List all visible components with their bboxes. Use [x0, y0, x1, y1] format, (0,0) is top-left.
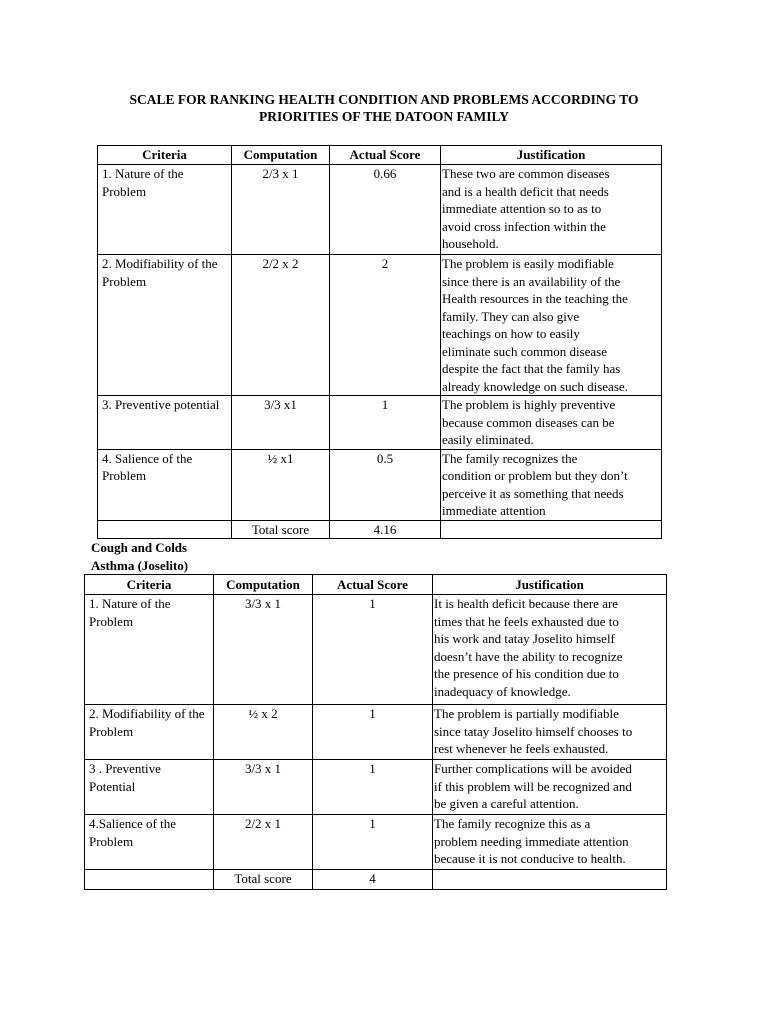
actual-score-cell: 1: [313, 595, 433, 705]
computation-cell: 3/3 x 1: [214, 595, 313, 705]
justification-cell: These two are common diseases and is a health deficit that needs immediate attention so to as to avoid cross infection within the household.: [441, 165, 662, 255]
criteria-cell: 4. Salience of the Problem: [98, 449, 232, 520]
actual-score-cell: 0.66: [330, 165, 441, 255]
actual-score-cell: 1: [313, 815, 433, 870]
header-computation: Computation: [214, 575, 313, 595]
total-row: [98, 520, 662, 539]
table-row: [85, 760, 667, 815]
header-actual-score: Actual Score: [330, 146, 441, 165]
table-header-row: [85, 575, 667, 595]
table-row: [98, 449, 662, 520]
empty-cell: [98, 520, 232, 539]
header-justification: Justification: [441, 146, 662, 165]
criteria-cell: 3. Preventive potential: [98, 396, 232, 450]
header-criteria: Criteria: [98, 146, 232, 165]
computation-cell: 2/2 x 1: [214, 815, 313, 870]
table-header-row: [98, 146, 662, 165]
total-label: Total score: [214, 870, 313, 890]
justification-cell: The problem is partially modifiable since tatay Joselito himself chooses to rest whenever he feels exhausted.: [433, 705, 667, 760]
criteria-cell: 4.Salience of the Problem: [85, 815, 214, 870]
subtitle-line-2: Asthma (Joselito): [91, 557, 189, 573]
criteria-cell: 2. Modifiability of the Problem: [98, 255, 232, 396]
section-subtitle: [91, 539, 188, 574]
empty-cell: [441, 520, 662, 539]
criteria-cell: 1. Nature of the Problem: [98, 165, 232, 255]
computation-cell: 3/3 x 1: [214, 760, 313, 815]
actual-score-cell: 1: [330, 396, 441, 450]
header-justification: Justification: [433, 575, 667, 595]
empty-cell: [433, 870, 667, 890]
justification-cell: The problem is easily modifiable since there is an availability of the Health resources in the teaching the family. They can also give teachings on how to easily eliminate such common disease despite the fact that the family has already knowledge on such disease.: [441, 255, 662, 396]
actual-score-cell: 0.5: [330, 449, 441, 520]
criteria-cell: 2. Modifiability of the Problem: [85, 705, 214, 760]
computation-cell: ½ x 2: [214, 705, 313, 760]
title-line-1: SCALE FOR RANKING HEALTH CONDITION AND PROBLEMS ACCORDING TO: [129, 92, 639, 107]
table-row: [98, 396, 662, 450]
actual-score-cell: 2: [330, 255, 441, 396]
computation-cell: 2/2 x 2: [232, 255, 330, 396]
table-row: [98, 165, 662, 255]
criteria-cell: 3 . Preventive Potential: [85, 760, 214, 815]
justification-cell: It is health deficit because there are times that he feels exhausted due to his work and tatay Joselito himself doesn’t have the ability to recognize the presence of his condition due to inadequacy of knowledge.: [433, 595, 667, 705]
actual-score-cell: 1: [313, 760, 433, 815]
header-actual-score: Actual Score: [313, 575, 433, 595]
total-label: Total score: [232, 520, 330, 539]
computation-cell: 3/3 x1: [232, 396, 330, 450]
subtitle-line-1: Cough and Colds: [91, 540, 188, 555]
header-computation: Computation: [232, 146, 330, 165]
ranking-table-2: [84, 574, 667, 890]
total-row: [85, 870, 667, 890]
justification-cell: Further complications will be avoided if this problem will be recognized and be given a careful attention.: [433, 760, 667, 815]
header-criteria: Criteria: [85, 575, 214, 595]
table-row: [85, 595, 667, 705]
actual-score-cell: 1: [313, 705, 433, 760]
justification-cell: The problem is highly preventive because common diseases can be easily eliminated.: [441, 396, 662, 450]
ranking-table-1: [97, 145, 662, 539]
justification-cell: The family recognize this as a problem needing immediate attention because it is not conducive to health.: [433, 815, 667, 870]
computation-cell: ½ x1: [232, 449, 330, 520]
total-value: 4: [313, 870, 433, 890]
total-value: 4.16: [330, 520, 441, 539]
computation-cell: 2/3 x 1: [232, 165, 330, 255]
table-row: [98, 255, 662, 396]
title-line-2: PRIORITIES OF THE DATOON FAMILY: [258, 109, 510, 124]
document-title: [60, 91, 708, 125]
table-row: [85, 705, 667, 760]
table-row: [85, 815, 667, 870]
empty-cell: [85, 870, 214, 890]
justification-cell: The family recognizes the condition or problem but they don’t perceive it as something that needs immediate attention: [441, 449, 662, 520]
criteria-cell: 1. Nature of the Problem: [85, 595, 214, 705]
